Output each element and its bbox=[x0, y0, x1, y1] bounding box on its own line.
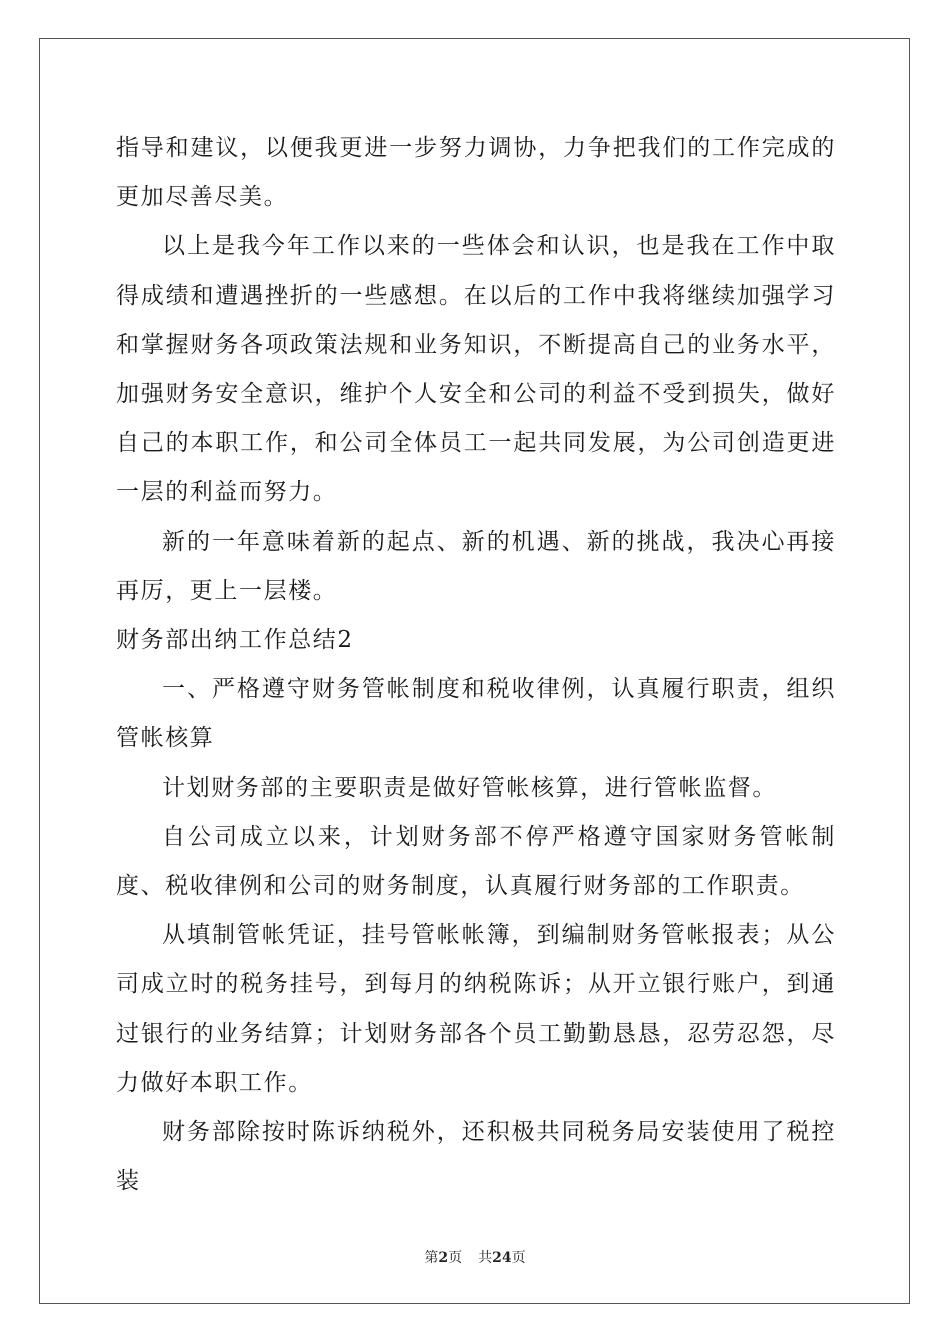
paragraph-new-year: 新的一年意味着新的起点、新的机遇、新的挑战，我决心再接再厉，更上一层楼。 bbox=[116, 528, 836, 604]
paragraph-continuation: 指导和建议，以便我更进一步努力调协，力争把我们的工作完成的更加尽善尽美。 bbox=[116, 135, 836, 211]
total-suffix: 页 bbox=[511, 1250, 526, 1266]
paragraph-daily-work: 从填制管帐凭证，挂号管帐帐簿，到编制财务管帐报表；从公司成立时的税务挂号，到每月的纳税陈诉；从开立银行账户，到通过银行的业务结算；计划财务部各个员工勤勤恳恳，忍劳忍怨，尽力做好本职工作。 bbox=[116, 922, 836, 1096]
page-footer bbox=[0, 1247, 950, 1267]
paragraph-tax-control: 财务部除按时陈诉纳税外，还积极共同税务局安装使用了税控装 bbox=[116, 1119, 836, 1195]
paragraph-main-duty: 计划财务部的主要职责是做好管帐核算，进行管帐监督。 bbox=[162, 774, 777, 801]
document-body bbox=[116, 124, 836, 1206]
total-prefix: 共 bbox=[478, 1250, 493, 1266]
page-number: 2 bbox=[438, 1250, 449, 1266]
page-suffix: 页 bbox=[448, 1250, 463, 1266]
section-heading: 财务部出纳工作总结2 bbox=[116, 627, 354, 654]
paragraph-reflection: 以上是我今年工作以来的一些体会和认识，也是我在工作中取得成绩和遭遇挫折的一些感想。在以后的工作中我将继续加强学习和掌握财务各项政策法规和业务知识，不断提高自己的业务水平，加强财务安全意识，维护个人安全和公司的利益不受到损失，做好自己的本职工作，和公司全体员工一起共同发展，为公司创造更进一层的利益而努力。 bbox=[116, 233, 836, 506]
total-pages: 24 bbox=[492, 1250, 512, 1266]
paragraph-point-one: 一、严格遵守财务管帐制度和税收律例，认真履行职责，组织管帐核算 bbox=[116, 676, 836, 752]
page-prefix: 第 bbox=[424, 1250, 439, 1266]
paragraph-since-founding: 自公司成立以来，计划财务部不停严格遵守国家财务管帐制度、税收律例和公司的财务制度，认真履行财务部的工作职责。 bbox=[116, 823, 836, 900]
